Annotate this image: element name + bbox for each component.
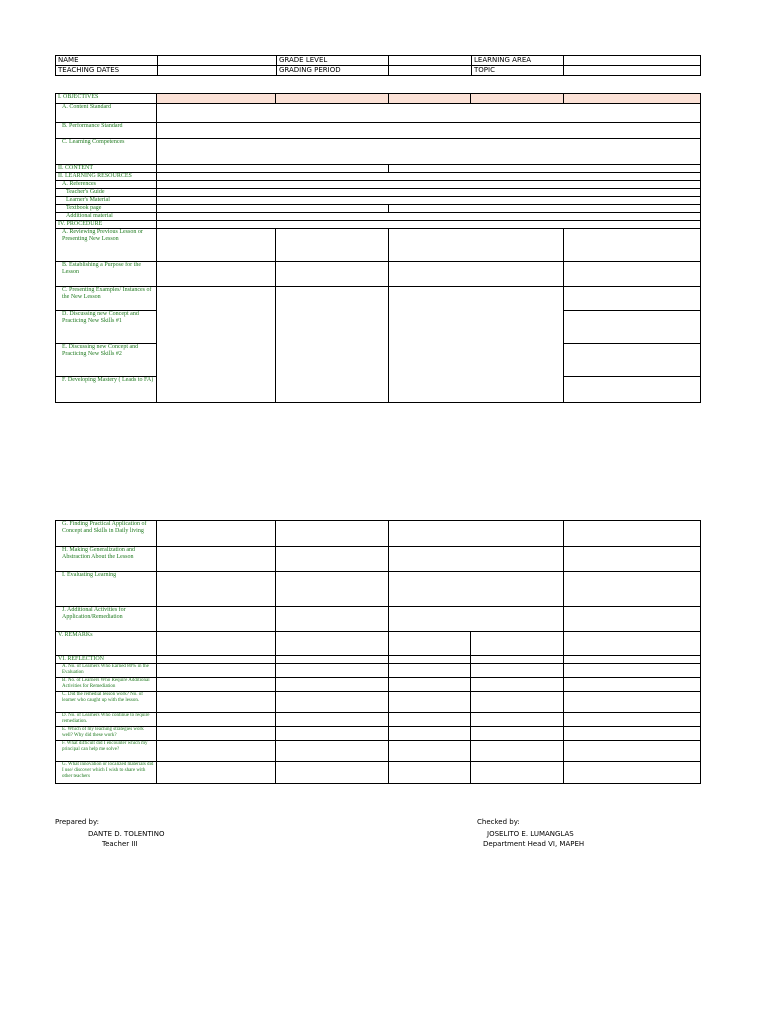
content-field[interactable]: [157, 165, 389, 173]
procedure-j-cell[interactable]: [276, 607, 389, 632]
learning-area-label: LEARNING AREA: [472, 56, 564, 66]
checked-by-title: Department Head VI, MAPEH: [483, 840, 585, 848]
teachers-guide-label: Teacher's Guide: [56, 189, 157, 197]
procedure-e-cell[interactable]: [564, 344, 701, 377]
reflection-a-label: A. No. of Learners Who Earned 80% in the Evaluation: [56, 664, 157, 678]
reflection-d-cell[interactable]: [276, 713, 389, 727]
procedure-c-cell[interactable]: [564, 287, 701, 311]
name-field[interactable]: [158, 56, 277, 66]
lesson-plan-table-2: [55, 520, 701, 784]
procedure-b-label: B. Establishing a Purpose for the Lesson: [56, 262, 157, 287]
remarks-cell[interactable]: [389, 632, 471, 656]
reflection-b-cell[interactable]: [471, 678, 564, 692]
content-standard-label: A. Content Standard: [56, 104, 157, 123]
textbook-page-field[interactable]: [157, 205, 389, 213]
procedure-j-cell[interactable]: [389, 607, 564, 632]
reflection-c-cell[interactable]: [276, 692, 389, 713]
reflection-f-cell[interactable]: [389, 741, 471, 762]
reflection-g-cell[interactable]: [276, 762, 389, 784]
reflection-b-cell[interactable]: [389, 678, 471, 692]
reflection-e-label: E. Which of my teaching strategies work well? Why did these work?: [56, 727, 157, 741]
reflection-g-cell[interactable]: [471, 762, 564, 784]
procedure-g-cell[interactable]: [276, 521, 389, 547]
reflection-f-cell[interactable]: [157, 741, 276, 762]
reflection-c-cell[interactable]: [157, 692, 276, 713]
remarks-cell[interactable]: [471, 632, 564, 656]
procedure-e-label: E. Discussing new Concept and Practicing New Skills #2: [56, 344, 157, 377]
reflection-a-cell[interactable]: [276, 664, 389, 678]
procedure-field[interactable]: [157, 221, 701, 229]
reflection-f-cell[interactable]: [276, 741, 389, 762]
procedure-f-label: F. Developing Mastery ( Leads to FA): [56, 377, 157, 403]
grade-level-label: GRADE LEVEL: [277, 56, 389, 66]
procedure-b-cell[interactable]: [389, 262, 564, 287]
remarks-cell[interactable]: [276, 632, 389, 656]
procedure-d-label: D. Discussing new Concept and Practicing New Skills #1: [56, 311, 157, 344]
procedure-a-label: A. Reviewing Previous Lesson or Presenting New Lesson: [56, 229, 157, 262]
objectives-heading: I. OBJECTIVES: [56, 94, 157, 104]
teaching-dates-label: TEACHING DATES: [56, 66, 158, 76]
learning-competences-label: C. Learning Competences: [56, 139, 157, 165]
procedure-j-cell[interactable]: [564, 607, 701, 632]
checked-by-label: Checked by:: [477, 818, 520, 826]
procedure-h-cell[interactable]: [157, 547, 276, 572]
reflection-d-cell[interactable]: [564, 713, 701, 727]
additional-material-label: Additional material: [56, 213, 157, 221]
reflection-e-cell[interactable]: [157, 727, 276, 741]
topic-label: TOPIC: [472, 66, 564, 76]
grading-period-label: GRADING PERIOD: [277, 66, 389, 76]
textbook-page-label: Textbook page: [56, 205, 157, 213]
reflection-f-cell[interactable]: [471, 741, 564, 762]
name-label: NAME: [56, 56, 158, 66]
reflection-b-label: B. No. of Learners Who Require Additional Activities for Remediation: [56, 678, 157, 692]
content-standard-field[interactable]: [157, 104, 701, 123]
reflection-f-cell[interactable]: [564, 741, 701, 762]
day-header-cell: [157, 94, 276, 104]
procedure-b-cell[interactable]: [564, 262, 701, 287]
learning-resources-heading: II. LEARNING RESOURCES: [56, 173, 157, 181]
reflection-d-cell[interactable]: [157, 713, 276, 727]
reflection-g-label: G. What innovation or localized materials did I use/ discover which I wish to share with other teachers: [56, 762, 157, 784]
procedure-i-cell[interactable]: [389, 572, 564, 607]
procedure-h-cell[interactable]: [564, 547, 701, 572]
learning-resources-field[interactable]: [157, 173, 701, 181]
procedure-cdef-cell[interactable]: [157, 287, 276, 403]
procedure-h-cell[interactable]: [276, 547, 389, 572]
procedure-i-cell[interactable]: [276, 572, 389, 607]
reflection-f-label: F. What difficult did I encounter which my principal can help me solve?: [56, 741, 157, 762]
reflection-d-cell[interactable]: [471, 713, 564, 727]
topic-field[interactable]: [564, 66, 701, 76]
day-header-cell: [564, 94, 701, 104]
references-field[interactable]: [157, 181, 701, 189]
reflection-d-cell[interactable]: [389, 713, 471, 727]
day-header-cell: [276, 94, 389, 104]
learners-material-field[interactable]: [157, 197, 701, 205]
content-field[interactable]: [389, 165, 701, 173]
procedure-cdef-cell[interactable]: [389, 287, 564, 403]
remarks-cell[interactable]: [564, 632, 701, 656]
reflection-a-cell[interactable]: [157, 664, 276, 678]
reflection-d-label: D. No. of Learners Who continue to require remediation.: [56, 713, 157, 727]
procedure-a-cell[interactable]: [157, 229, 276, 262]
grade-level-field[interactable]: [389, 56, 472, 66]
procedure-j-label: J. Additional Activities for Application/Remediation: [56, 607, 157, 632]
teachers-guide-field[interactable]: [157, 189, 701, 197]
reflection-c-cell[interactable]: [564, 692, 701, 713]
procedure-g-label: G. Finding Practical Application of Concept and Skills in Daily living: [56, 521, 157, 547]
procedure-j-cell[interactable]: [157, 607, 276, 632]
day-header-cell: [389, 94, 471, 104]
procedure-f-cell[interactable]: [564, 377, 701, 403]
learning-area-field[interactable]: [564, 56, 701, 66]
references-label: A. References: [56, 181, 157, 189]
procedure-a-cell[interactable]: [564, 229, 701, 262]
day-header-cell: [471, 94, 564, 104]
lesson-plan-table-1: [55, 93, 701, 403]
reflection-cell[interactable]: [564, 656, 701, 664]
reflection-cell[interactable]: [157, 656, 276, 664]
reflection-g-cell[interactable]: [157, 762, 276, 784]
procedure-g-cell[interactable]: [389, 521, 564, 547]
procedure-g-cell[interactable]: [157, 521, 276, 547]
reflection-cell[interactable]: [276, 656, 389, 664]
teaching-dates-field[interactable]: [158, 66, 277, 76]
remarks-cell[interactable]: [157, 632, 276, 656]
prepared-by-label: Prepared by:: [55, 818, 99, 826]
reflection-a-cell[interactable]: [564, 664, 701, 678]
performance-standard-label: B. Performance Standard: [56, 123, 157, 139]
procedure-b-cell[interactable]: [157, 262, 276, 287]
reflection-c-cell[interactable]: [389, 692, 471, 713]
header-table: [55, 55, 701, 76]
reflection-a-cell[interactable]: [471, 664, 564, 678]
reflection-a-cell[interactable]: [389, 664, 471, 678]
prepared-by-title: Teacher III: [102, 840, 138, 848]
procedure-h-cell[interactable]: [389, 547, 564, 572]
procedure-cdef-cell[interactable]: [276, 287, 389, 403]
reflection-cell[interactable]: [471, 656, 564, 664]
procedure-c-label: C. Presenting Examples/ Instances of the New Lesson: [56, 287, 157, 311]
grading-period-field[interactable]: [389, 66, 472, 76]
procedure-d-cell[interactable]: [564, 311, 701, 344]
procedure-i-label: I. Evaluating Learning: [56, 572, 157, 607]
reflection-c-cell[interactable]: [471, 692, 564, 713]
performance-standard-field[interactable]: [157, 123, 701, 139]
prepared-by-name: DANTE D. TOLENTINO: [88, 830, 165, 838]
reflection-g-cell[interactable]: [564, 762, 701, 784]
reflection-cell[interactable]: [389, 656, 471, 664]
learners-material-label: Learner's Material: [56, 197, 157, 205]
reflection-b-cell[interactable]: [157, 678, 276, 692]
checked-by-name: JOSELITO E. LUMANGLAS: [487, 830, 574, 838]
procedure-b-cell[interactable]: [276, 262, 389, 287]
procedure-h-label: H. Making Generalization and Abstraction About the Lesson: [56, 547, 157, 572]
procedure-i-cell[interactable]: [157, 572, 276, 607]
reflection-e-cell[interactable]: [276, 727, 389, 741]
textbook-page-field[interactable]: [389, 205, 701, 213]
content-heading: II. CONTENT: [56, 165, 157, 173]
reflection-b-cell[interactable]: [276, 678, 389, 692]
learning-competences-field[interactable]: [157, 139, 701, 165]
reflection-heading: VI. REFLECTION: [56, 656, 157, 664]
procedure-g-cell[interactable]: [564, 521, 701, 547]
procedure-a-cell[interactable]: [389, 229, 564, 262]
remarks-heading: V. REMARKs: [56, 632, 157, 656]
additional-material-field[interactable]: [157, 213, 701, 221]
reflection-g-cell[interactable]: [389, 762, 471, 784]
reflection-b-cell[interactable]: [564, 678, 701, 692]
reflection-e-cell[interactable]: [564, 727, 701, 741]
procedure-i-cell[interactable]: [564, 572, 701, 607]
procedure-heading: IV. PROCEDURE: [56, 221, 157, 229]
reflection-c-label: C. Did the remedial lesson work? No. of learner who caught up with the lesson.: [56, 692, 157, 713]
procedure-a-cell[interactable]: [276, 229, 389, 262]
reflection-e-cell[interactable]: [389, 727, 471, 741]
reflection-e-cell[interactable]: [471, 727, 564, 741]
